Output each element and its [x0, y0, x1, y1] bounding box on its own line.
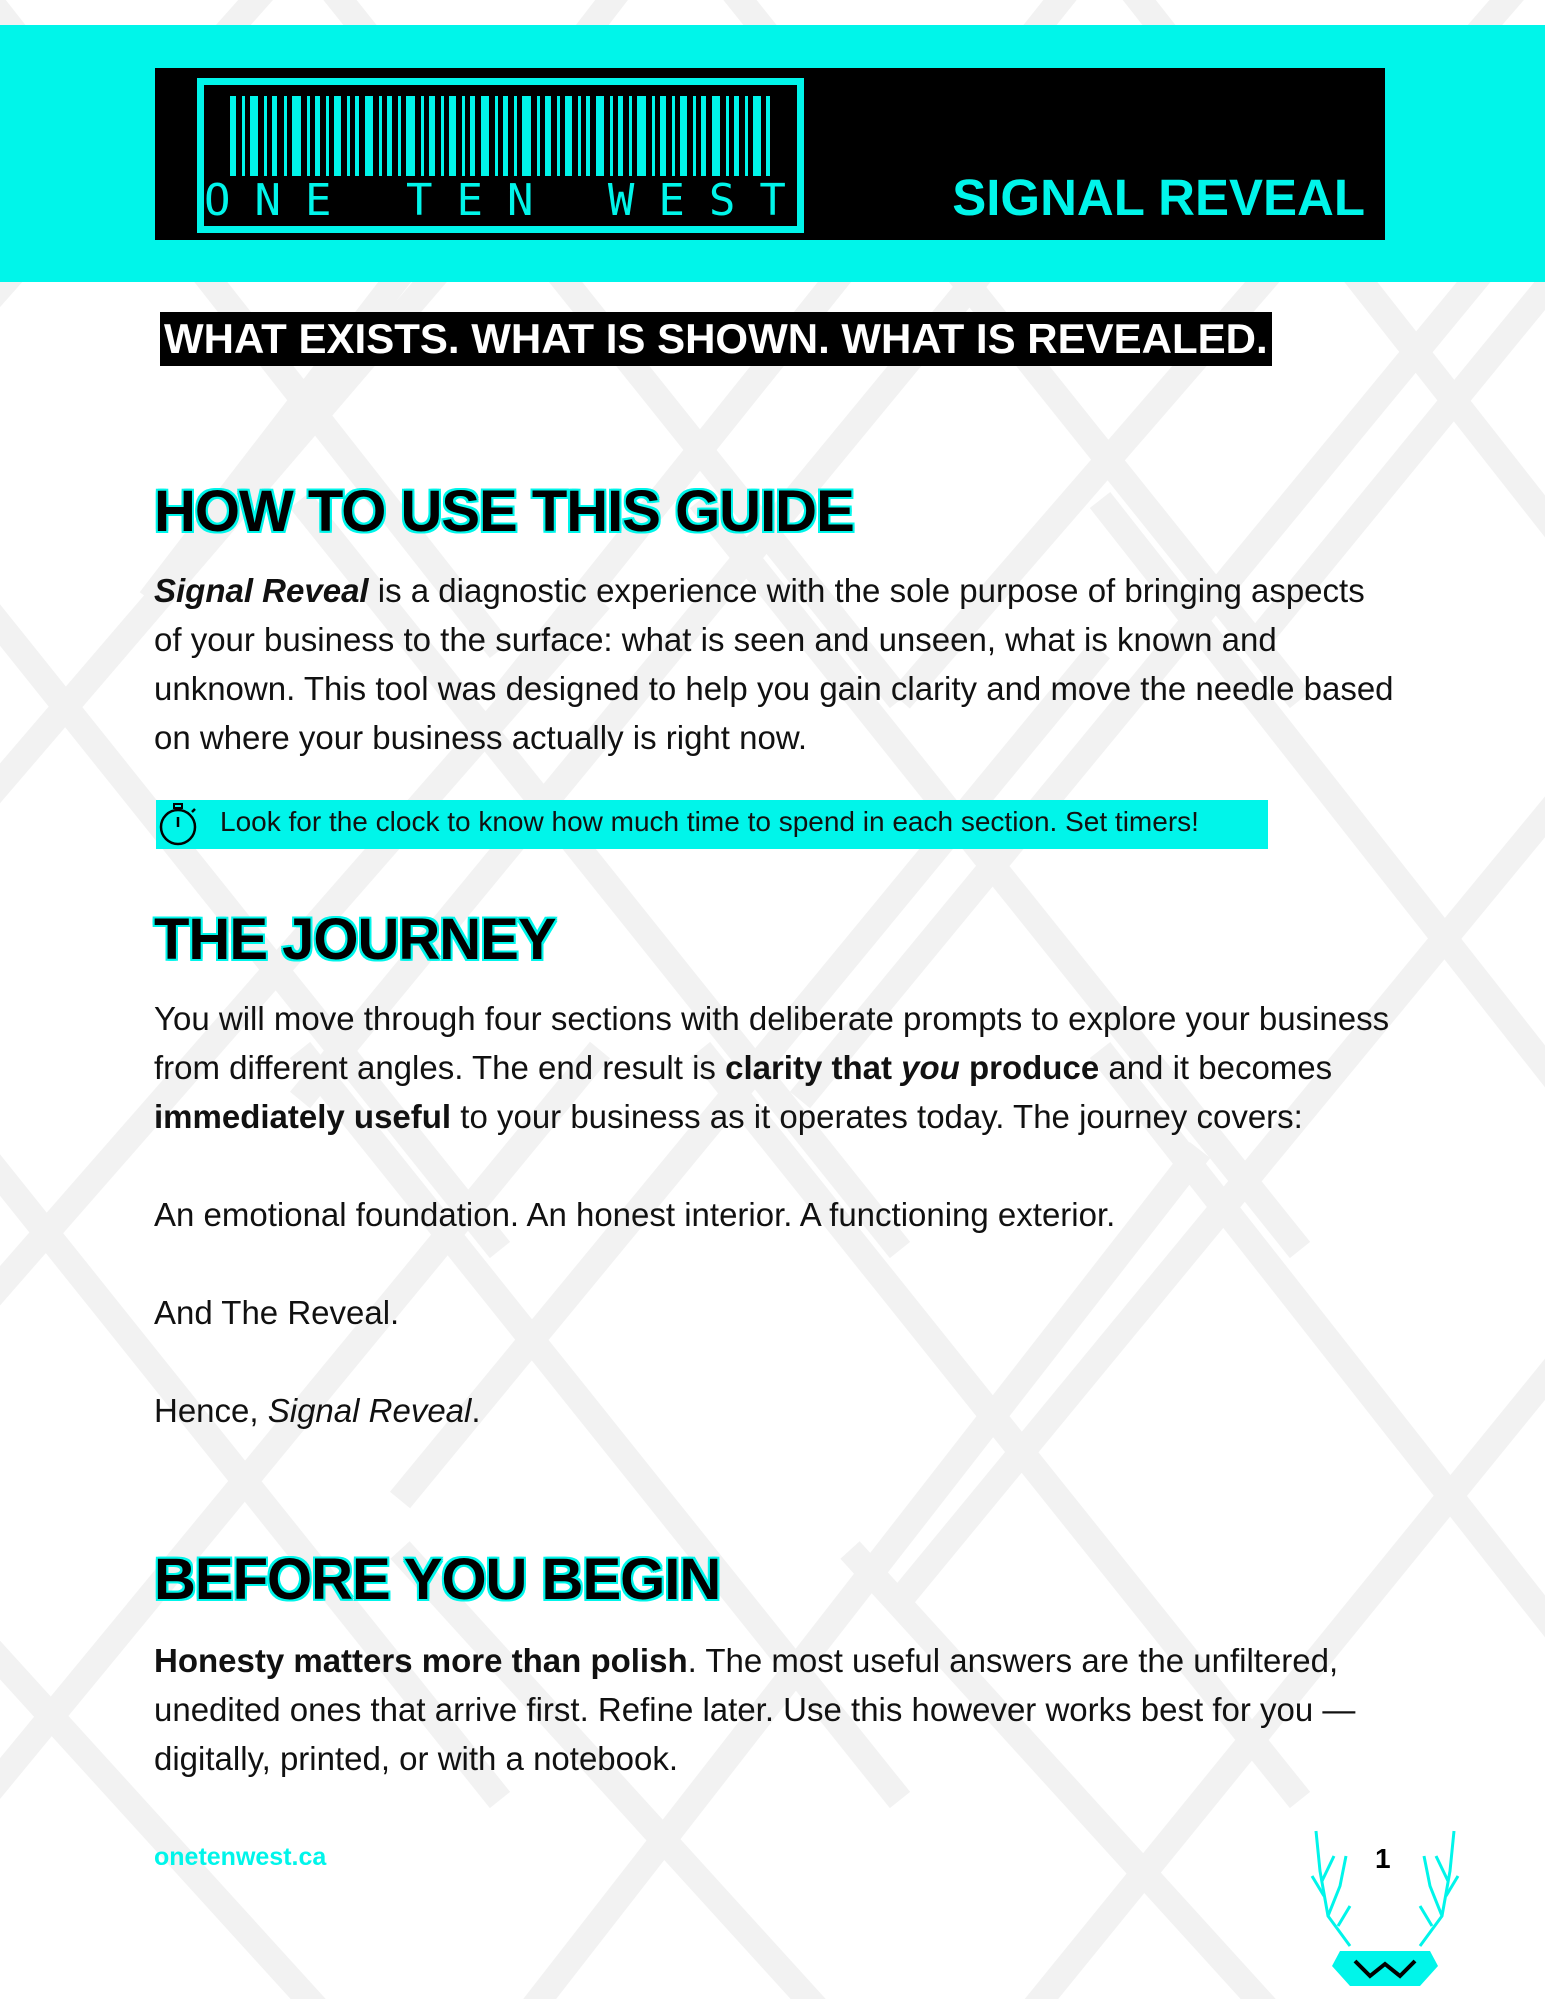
intro-text: is a diagnostic experience with the sole purpose of bringing aspects of your business to the surface: what is seen and unseen, what is known and unknown. This tool was designed to help you gain clarity and move the needle based on where your business actually is right now. [154, 572, 1394, 756]
footer-website-link[interactable]: onetenwest.ca [154, 1843, 327, 1871]
logo-text: ONE TEN WEST [204, 175, 810, 226]
before-bold: Honesty matters more than polish [154, 1642, 688, 1679]
hence-period: . [471, 1392, 481, 1429]
heading-journey: THE JOURNEY [154, 907, 556, 972]
heading-how-to-use: HOW TO USE THIS GUIDE [154, 479, 854, 544]
stopwatch-icon [156, 801, 202, 847]
journey-bold-1: clarity that [725, 1049, 902, 1086]
hence-text: Hence, [154, 1392, 268, 1429]
before-paragraph [154, 1636, 1399, 1783]
header-title: SIGNAL REVEAL [952, 169, 1365, 226]
page-number: 1 [1375, 1843, 1391, 1874]
timer-callout [156, 800, 1268, 849]
journey-reveal: And The Reveal. [154, 1294, 400, 1331]
journey-paragraphs [154, 994, 1399, 1435]
hence-italic: Signal Reveal [267, 1392, 472, 1429]
journey-text-3: to your business as it operates today. The journey covers: [451, 1098, 1303, 1135]
intro-emphasis: Signal Reveal [154, 572, 369, 609]
tagline: WHAT EXISTS. WHAT IS SHOWN. WHAT IS REVEALED. [160, 312, 1272, 366]
journey-bold-2: produce [959, 1049, 1100, 1086]
how-to-use-paragraph [154, 566, 1399, 762]
barcode-icon [230, 96, 770, 176]
before-text: . The most useful answers are the unfiltered, unedited ones that arrive first. Refine later. Use this however works best for you — digitally, printed, or with a notebook. [154, 1642, 1356, 1777]
journey-bold-italic: you [901, 1049, 960, 1086]
journey-text-2: and it becomes [1099, 1049, 1333, 1086]
callout-text: Look for the clock to know how much time to spend in each section. Set timers! [220, 806, 1199, 837]
one-ten-west-logo [197, 78, 810, 233]
journey-hence [154, 1386, 1399, 1435]
journey-text-1: You will move through four sections with deliberate prompts to explore your business from different angles. The end result is [154, 1000, 1390, 1086]
heading-before-you-begin: BEFORE YOU BEGIN [154, 1547, 721, 1612]
journey-intro [154, 994, 1399, 1141]
journey-covers: An emotional foundation. An honest interior. A functioning exterior. [154, 1196, 1116, 1233]
journey-bold-3: immediately useful [154, 1098, 452, 1135]
